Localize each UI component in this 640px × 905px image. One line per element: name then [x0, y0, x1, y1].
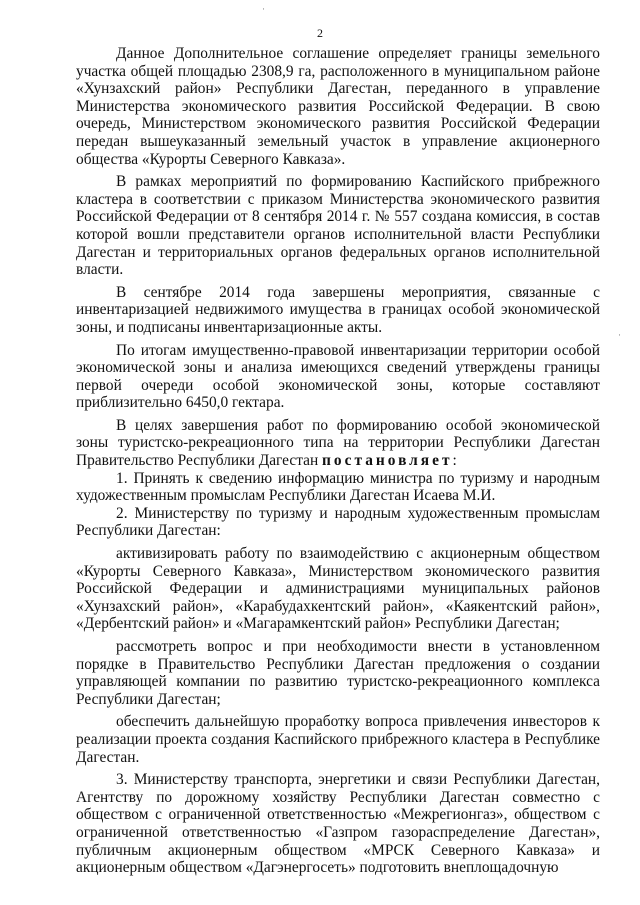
document-body [76, 45, 600, 877]
paragraph-item-2-consider: рассмотреть вопрос и при необходимости внести в установленном порядке в Правительство Республики Дагестан предложения о создании управляющей компании по развитию туристско-рекреационного комплекса Республики Дагестан; [76, 638, 600, 708]
paragraph-item-2-ensure: обеспечить дальнейшую проработку вопроса привлечения инвесторов к реализации проекта создания Каспийского прибрежного кластера в Республике Дагестан. [76, 713, 600, 766]
scan-speck: · [262, 4, 265, 14]
paragraph-commission: В рамках мероприятий по формированию Каспийского прибрежного кластера в соответствии с приказом Министерства экономического развития Российской Федерации от 8 сентября 2014 г. № 557 создана комиссия, в состав которой вошли представители органов исполнительной власти Республики Дагестан и территориальных органов федеральных органов исполнительной власти. [76, 173, 600, 279]
page-number: 2 [317, 26, 323, 40]
decree-word: постановляет [322, 452, 453, 470]
decree-colon: : [452, 452, 457, 470]
scan-speck: · [618, 330, 621, 340]
paragraph-inventory: В сентябре 2014 года завершены мероприятия, связанные с инвентаризацией недвижимого имущества в границах особой экономической зоны, и подписаны инвентаризационные акты. [76, 283, 600, 336]
preamble-text: В целях завершения работ по формированию особой экономической зоны туристско-рекреационного типа на территории Республики Дагестан Правительство Республики Дагестан [76, 416, 600, 470]
paragraph-preamble [76, 417, 600, 470]
paragraph-item-1: 1. Принять к сведению информацию министра по туризму и народным художественным промыслам Республики Дагестан Исаева М.И. [76, 469, 600, 505]
paragraph-item-3: 3. Министерству транспорта, энергетики и связи Республики Дагестан, Агентству по дорожному хозяйству Республики Дагестан совместно с обществом с ограниченной ответственностью «Межрегионгаз», обществом с ограниченной ответственностью «Газпром газораспределение Дагестан», публичным акционерным обществом «МРСК Северного Кавказа» и акционерным обществом «Дагэнергосеть» подготовить внеплощадочную [76, 771, 600, 877]
paragraph-land-agreement: Данное Дополнительное соглашение определяет границы земельного участка общей площадью 2308,9 га, расположенного в муниципальном районе «Хунзахский район» Республики Дагестан, переданного в управление Министерства экономического развития Российской Федерации. В свою очередь, Министерством экономического развития Российской Федерации передан вышеуказанный земельный участок в управление акционерного общества «Курорты Северного Кавказа». [76, 45, 600, 168]
paragraph-boundaries: По итогам имущественно-правовой инвентаризации территории особой экономической зоны и анализа имеющихся сведений утверждены границы первой очереди особой экономической зоны, которые составляют приблизительно 6450,0 гектара. [76, 341, 600, 412]
paragraph-item-2: 2. Министерству по туризму и народным художественным промыслам Республики Дагестан: [76, 504, 600, 540]
paragraph-item-2-activate: активизировать работу по взаимодействию с акционерным обществом «Курорты Северного Кавказа», Министерством экономического развития Российской Федерации и администрациями муниципальных районов «Хунзахский район», «Карабудахкентский район», «Каякентский район», «Дербентский район» и «Магарамкентский район» Республики Дагестан; [76, 545, 600, 633]
